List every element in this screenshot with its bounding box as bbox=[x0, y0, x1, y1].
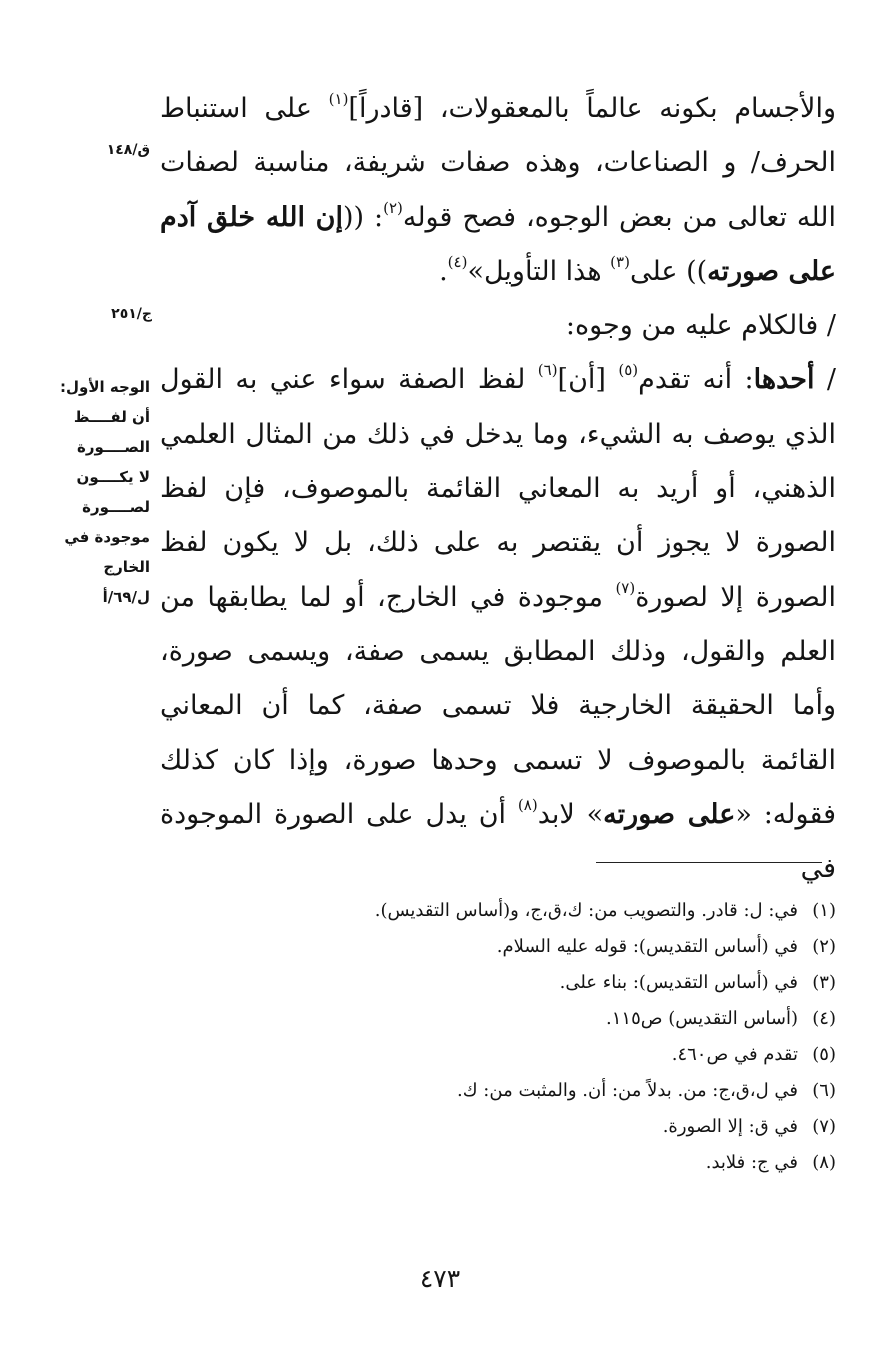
footnote-ref-4: (٤) bbox=[447, 252, 468, 271]
side-note-line: لصــــورة bbox=[82, 498, 150, 516]
text-run: هذا التأويل» bbox=[467, 255, 611, 287]
footnote-item bbox=[240, 1109, 836, 1145]
text-run: والأجسام بكونه عالماً بالمعقولات، [قادراً] bbox=[348, 93, 836, 124]
footnote-item bbox=[240, 929, 836, 965]
main-text bbox=[160, 82, 836, 896]
footnote-ref-7: (٧) bbox=[615, 578, 636, 597]
text-run: أن يدل على الصورة الموجودة في bbox=[160, 798, 836, 885]
footnote-number: (٦) bbox=[812, 1080, 836, 1101]
paragraph-3 bbox=[160, 353, 836, 896]
side-note-line: الصــــورة bbox=[77, 438, 150, 456]
side-note-line: الوجه الأول: bbox=[60, 378, 150, 396]
side-note-line: الخارج bbox=[103, 558, 150, 576]
quoted-phrase: على صورته bbox=[603, 798, 736, 830]
text-run: موجودة في الخارج، أو لما يطابقها من العلم والقول، وذلك المطابق يسمى صفة، ويسمى صورة، وأما الحقيقة الخارجية فلا تسمى صفة، كما أن المعاني القائمة بالموصوف لا تسمى وحدها صورة، وإذا كان كذلك فقوله: « bbox=[160, 581, 837, 830]
text-run: / bbox=[814, 364, 836, 396]
footnote-number: (٢) bbox=[812, 936, 836, 957]
footnote-item bbox=[240, 1073, 836, 1109]
text-run: على استنباط الحرف/ و الصناعات، وهذه صفات شريفة، مناسبة لصفات الله تعالى من بعض الوجوه، فصح قوله bbox=[160, 93, 837, 233]
footnote-item bbox=[240, 1145, 836, 1181]
footnote-item bbox=[240, 1001, 836, 1037]
side-note-line: أن لفــــظ bbox=[73, 408, 150, 426]
text-run: )) على bbox=[629, 255, 708, 287]
footnote-number: (٧) bbox=[812, 1116, 836, 1137]
footnote-ref-1: (١) bbox=[328, 90, 349, 108]
footnote-text: (أساس التقديس) ص١١٥. bbox=[606, 1008, 798, 1029]
manuscript-ref-q: ق/١٤٨ bbox=[106, 142, 150, 158]
section-heading-first: أحدها bbox=[753, 364, 815, 396]
text-run: : أنه تقدم bbox=[638, 364, 754, 396]
footnote-ref-6: (٦) bbox=[537, 361, 558, 380]
side-note-line: لا يكــــون bbox=[76, 468, 150, 486]
footnote-text: تقدم في ص٤٦٠. bbox=[671, 1044, 798, 1065]
hadith-quote: إن الله خلق آدم على صورته bbox=[160, 201, 836, 287]
footnote-item bbox=[240, 893, 836, 929]
footnote-text: في ج: فلابد. bbox=[705, 1152, 798, 1173]
paragraph-2: / فالكلام عليه من وجوه: bbox=[565, 310, 836, 342]
footnote-ref-3: (٣) bbox=[610, 252, 630, 271]
footnote-ref-5: (٥) bbox=[618, 361, 639, 380]
footnotes bbox=[240, 893, 836, 1181]
footnote-number: (٤) bbox=[812, 1008, 836, 1029]
footnote-text: في ل،ق،ج: من. بدلاً من: أن. والمثبت من: ك. bbox=[457, 1080, 798, 1101]
footnote-ref-2: (٢) bbox=[383, 198, 403, 217]
text-run: . bbox=[439, 255, 448, 287]
footnote-number: (١) bbox=[812, 900, 836, 921]
text-run: : (( bbox=[343, 201, 384, 233]
text-run: » لابد bbox=[537, 798, 604, 830]
side-note-line: موجودة في bbox=[64, 528, 150, 546]
footnote-number: (٨) bbox=[812, 1152, 836, 1173]
text-run: لفظ الصفة سواء عني به القول الذي يوصف به الشيء، وما يدخل في ذلك من المثال العلمي الذهني، أو أريد به المعاني القائمة بالموصوف، فإن لفظ الصورة لا يجوز أن يقتصر به على ذلك، بل لا يكون لفظ الصورة إلا لصورة bbox=[160, 364, 836, 613]
footnote-text: في ق: إلا الصورة. bbox=[662, 1116, 798, 1137]
footnote-text: في (أساس التقديس): قوله عليه السلام. bbox=[496, 936, 798, 957]
side-note bbox=[52, 372, 150, 612]
footnote-number: (٣) bbox=[812, 972, 836, 993]
footnote-number: (٥) bbox=[812, 1044, 836, 1065]
footnote-text: في: ل: قادر. والتصويب من: ك،ق،ج، و(أساس التقديس). bbox=[374, 900, 798, 921]
side-note-line: ل/٦٩/أ bbox=[102, 588, 150, 606]
footnote-ref-8: (٨) bbox=[517, 795, 538, 814]
footnote-divider bbox=[596, 862, 822, 863]
text-run: [أن] bbox=[557, 364, 619, 396]
footnote-item bbox=[240, 965, 836, 1001]
footnote-item bbox=[240, 1037, 836, 1073]
page-number: ٤٧٣ bbox=[419, 1264, 461, 1293]
paragraph-1 bbox=[160, 82, 836, 299]
footnote-text: في (أساس التقديس): بناء على. bbox=[559, 972, 798, 993]
manuscript-ref-j: ج/٢٥١ bbox=[111, 306, 152, 322]
